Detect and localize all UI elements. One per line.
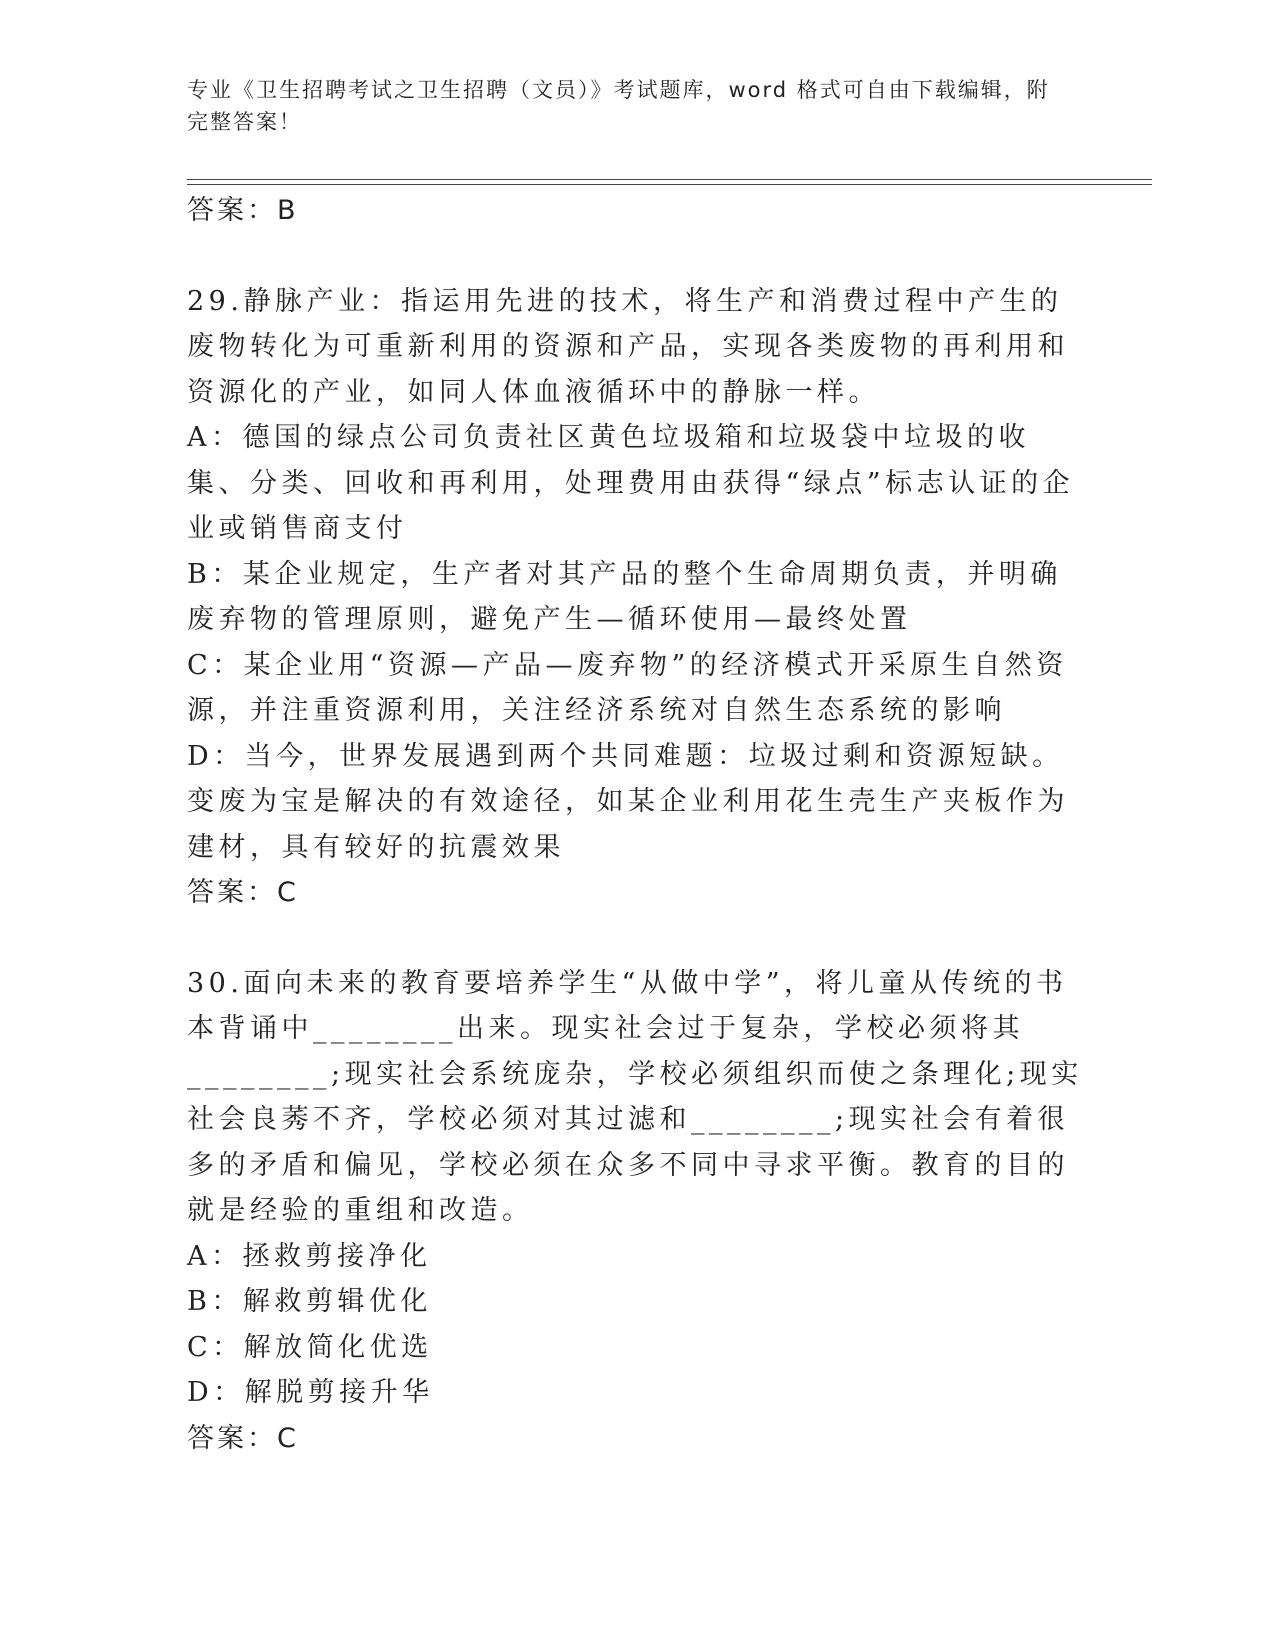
answer-line: 答案：B (187, 195, 299, 226)
option-c: C：解放简化优选 (187, 1331, 433, 1363)
option-d: D：解脱剪接升华 (187, 1377, 434, 1408)
spacer (187, 916, 1087, 961)
question-stem: 30.面向未来的教育要培养学生“从做中学”，将儿童从传统的书本背诵中________出来。现实社会过于复杂，学校必须将其________;现实社会系统庞杂，学校必须组织而使之条理化;现实社会良莠不齐，学校必须对其过滤和________;现实社会有着很多的矛盾和偏见，学校必须在众多不同中寻求平衡。教育的目的就是经验的重组和改造。 (187, 967, 1083, 1226)
option-b: B：某企业规定，生产者对其产品的整个生命周期负责，并明确废弃物的管理原则，避免产生—循环使用—最终处置 (187, 558, 1062, 635)
document-header: 专业《卫生招聘考试之卫生招聘（文员）》考试题库，word 格式可自由下载编辑，附完整答案！ (187, 78, 1050, 134)
option-a: A：拯救剪接净化 (187, 1240, 432, 1272)
question-29 (187, 279, 1087, 916)
document-body (187, 188, 1087, 1461)
question-stem: 29.静脉产业：指运用先进的技术，将生产和消费过程中产生的废物转化为可重新利用的资源和产品，实现各类废物的再利用和资源化的产业，如同人体血液循环中的静脉一样。 (187, 285, 1069, 408)
spacer (187, 234, 1087, 279)
answer-line: 答案：C (187, 1422, 299, 1454)
header-rule-top (187, 179, 1152, 180)
header-rule-bottom (187, 184, 1152, 185)
question-30 (187, 961, 1087, 1462)
option-d: D：当今，世界发展遇到两个共同难题：垃圾过剩和资源短缺。变废为宝是解决的有效途径，如某企业利用花生壳生产夹板作为建材，具有较好的抗震效果 (187, 740, 1069, 863)
answer-line: 答案：C (187, 877, 299, 908)
option-c: C：某企业用“资源—产品—废弃物”的经济模式开采原生自然资源，并注重资源利用，关注经济系统对自然生态系统的影响 (187, 649, 1068, 726)
option-b: B：解救剪辑优化 (187, 1286, 432, 1317)
option-a: A：德国的绿点公司负责社区黄色垃圾箱和垃圾袋中垃圾的收集、分类、回收和再利用，处理费用由获得“绿点”标志认证的企业或销售商支付 (187, 422, 1075, 544)
